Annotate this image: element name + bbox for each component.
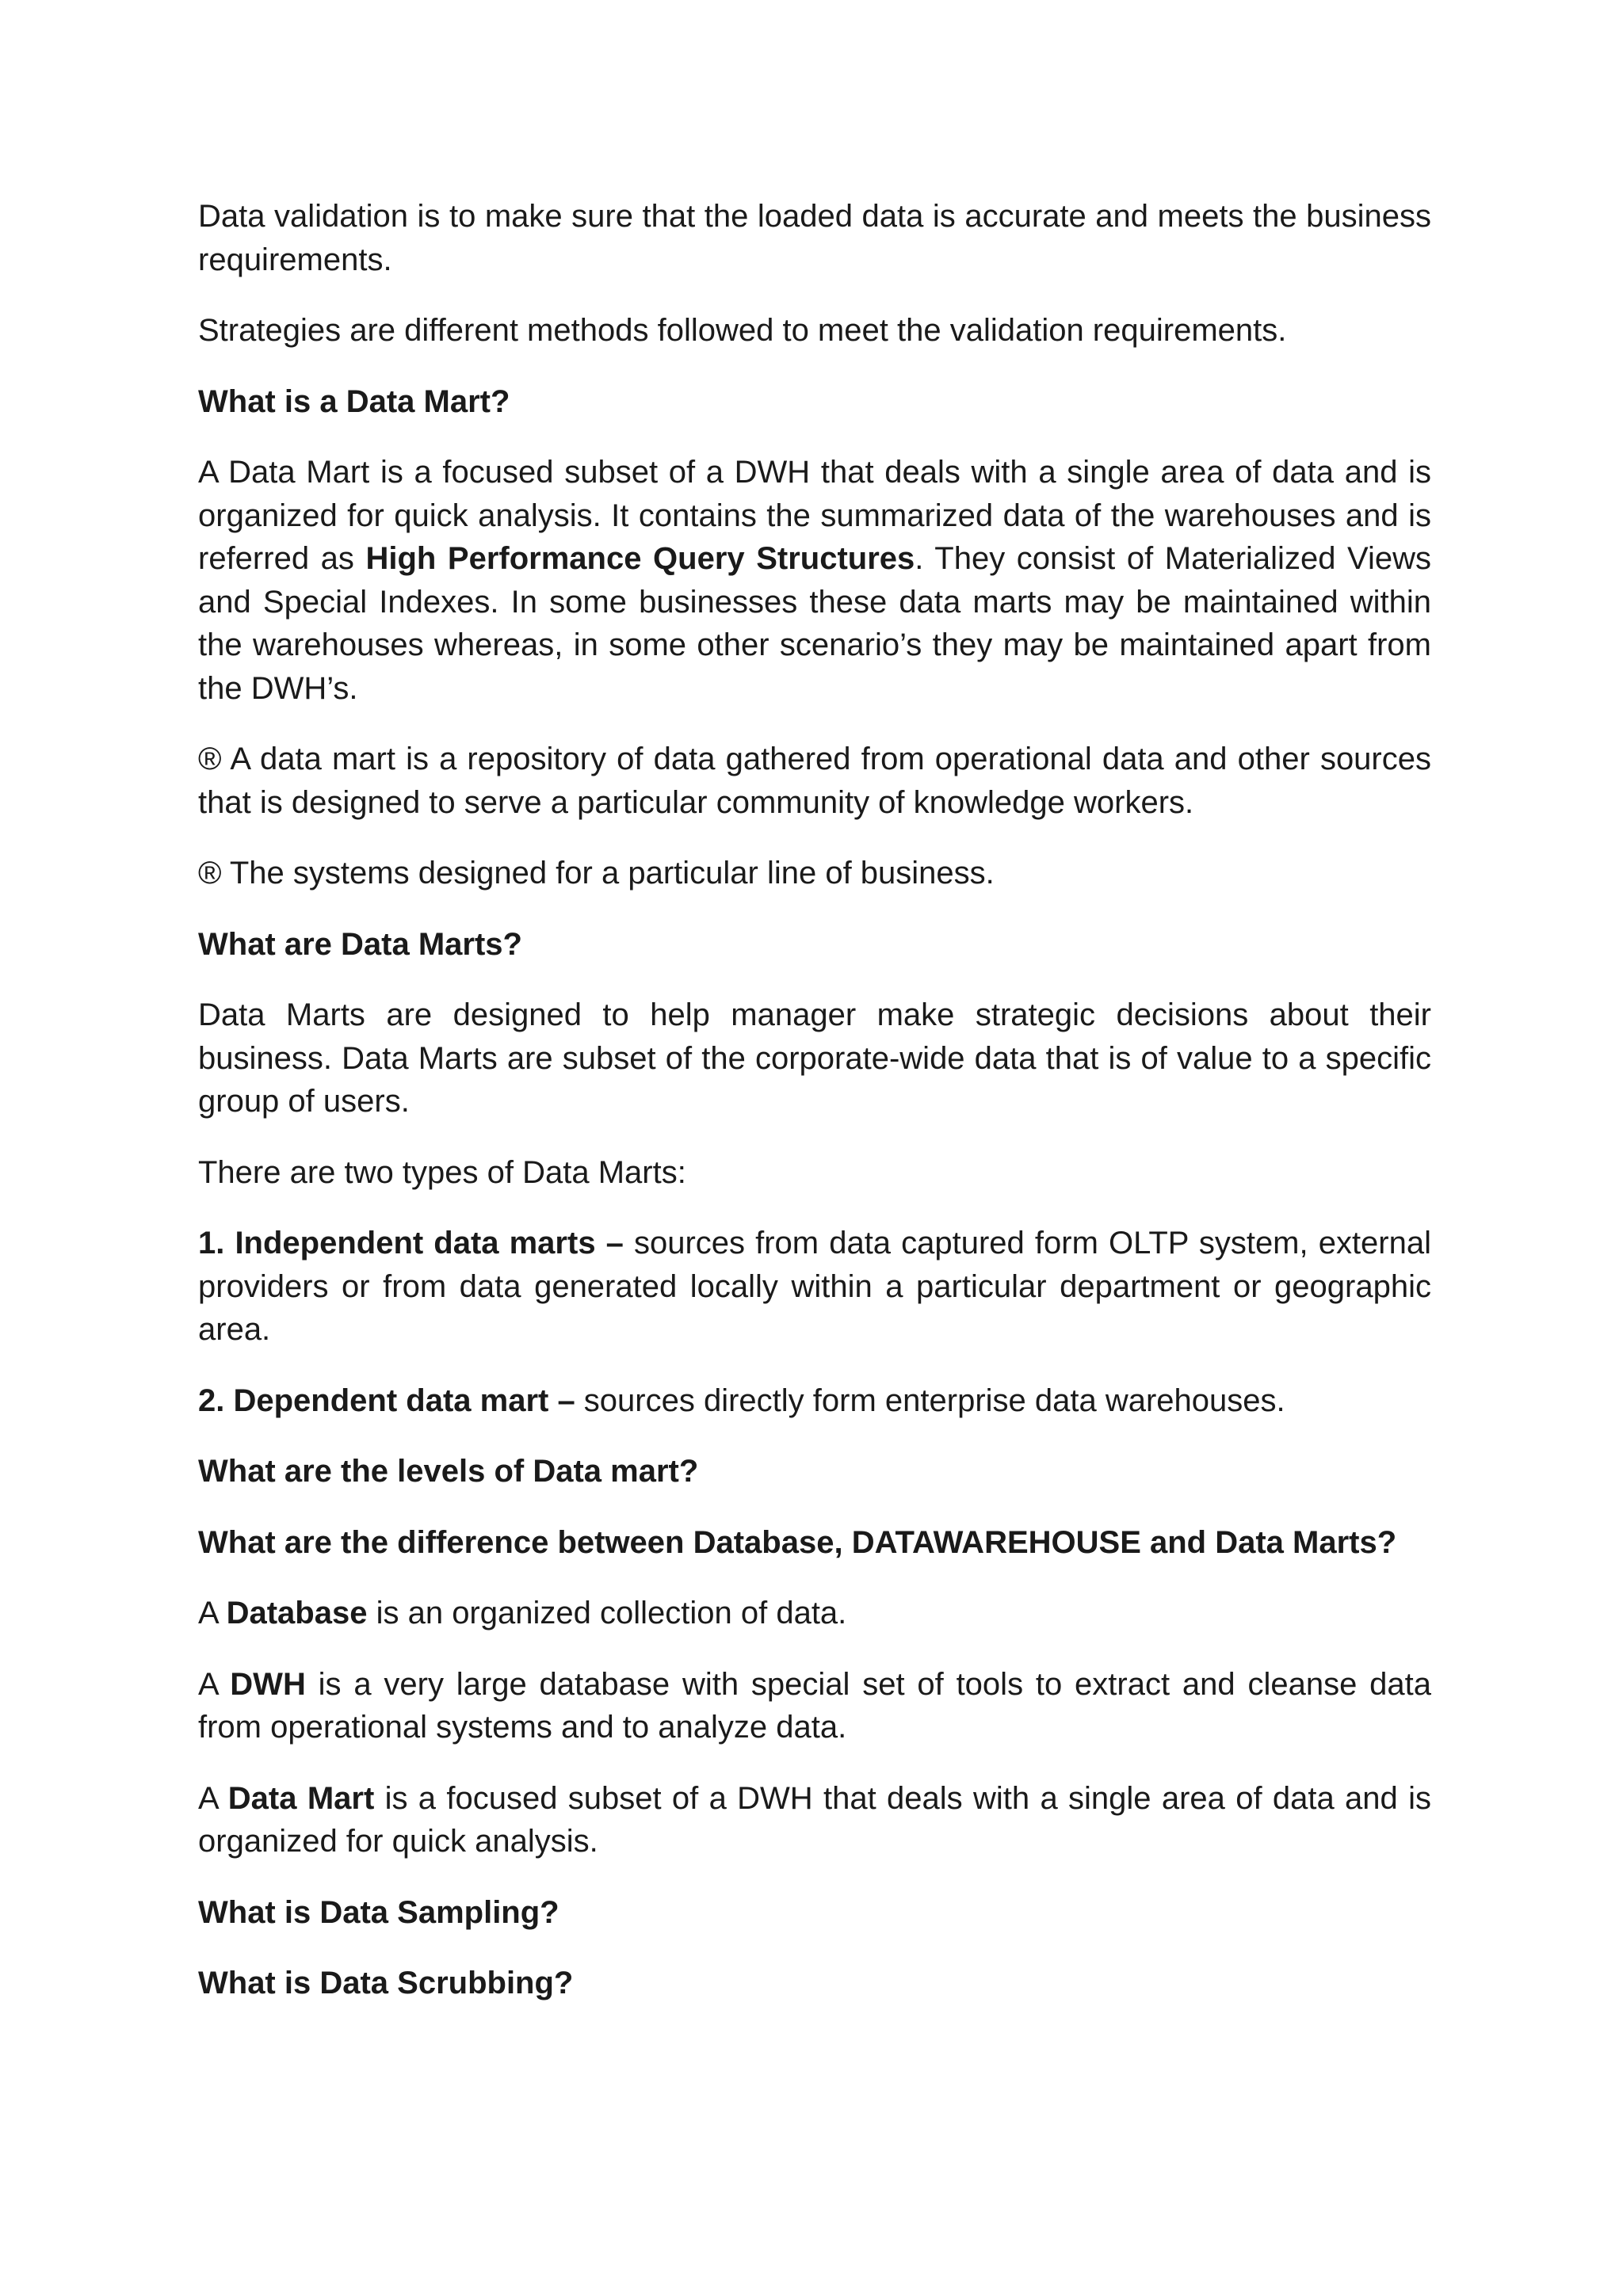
list-item-dependent <box>198 1379 1431 1423</box>
text-segment: sources directly form enterprise data warehouses. <box>575 1383 1285 1418</box>
list-item-independent <box>198 1222 1431 1352</box>
text-segment: A <box>198 1596 227 1630</box>
bullet-systems: ® The systems designed for a particular line of business. <box>198 856 995 891</box>
definition-database <box>198 1592 1431 1635</box>
paragraph-strategies: Strategies are different methods followed to meet the validation requirements. <box>198 313 1287 348</box>
bold-term-high-performance: High Performance Query Structures <box>365 541 915 576</box>
text-segment: is an organized collection of data. <box>367 1596 847 1630</box>
definition-data-mart <box>198 1777 1431 1863</box>
bold-term-database: Database <box>226 1596 368 1630</box>
text-segment: A <box>198 1780 228 1816</box>
text-segment: A Data Mart is a focused subset of a DWH that deals with a single area of data and is organized for quick analysis. It contains the summarized data of the warehouses and is referred as <box>198 455 1431 576</box>
text-segment: A <box>198 1666 231 1702</box>
text-segment: is a very large database with special set of tools to extract and cleanse data from operational systems and to analyze data. <box>198 1666 1431 1745</box>
paragraph-data-marts-designed: Data Marts are designed to help manager make strategic decisions about their business. Data Marts are subset of the corporate-wide data that is of value to a specific group of users. <box>198 997 1431 1119</box>
heading-data-scrubbing: What is Data Scrubbing? <box>198 1966 574 2000</box>
heading-what-is-data-mart: What is a Data Mart? <box>198 383 510 419</box>
heading-difference: What are the difference between Database, DATAWAREHOUSE and Data Marts? <box>198 1524 1397 1560</box>
bold-term-data-mart: Data Mart <box>227 1780 375 1816</box>
definition-dwh <box>198 1663 1431 1749</box>
document-body <box>198 195 1431 2033</box>
bullet-repository: ® A data mart is a repository of data gathered from operational data and other sources that is designed to serve a particular community of knowledge workers. <box>198 742 1431 820</box>
paragraph-two-types: There are two types of Data Marts: <box>198 1154 686 1190</box>
heading-what-are-data-marts: What are Data Marts? <box>198 926 522 962</box>
text-segment: sources from data captured form OLTP system, external providers or from data generated locally within a particular department or geographic area. <box>198 1226 1432 1347</box>
bold-term-dwh: DWH <box>230 1666 306 1702</box>
text-segment: . They consist of Materialized Views and Special Indexes. In some businesses these data marts may be maintained within the warehouses whereas, in some other scenario’s they may be maintained apart from the DWH’s. <box>198 541 1431 706</box>
bold-term-independent: 1. Independent data marts – <box>198 1226 624 1261</box>
text-segment: is a focused subset of a DWH that deals with a single area of data and is organized for quick analysis. <box>198 1780 1431 1859</box>
heading-data-sampling: What is Data Sampling? <box>198 1894 559 1930</box>
heading-levels: What are the levels of Data mart? <box>198 1454 699 1489</box>
bold-term-dependent: 2. Dependent data mart – <box>198 1383 575 1418</box>
paragraph-data-validation: Data validation is to make sure that the loaded data is accurate and meets the business requirements. <box>198 199 1431 277</box>
paragraph-data-mart-definition <box>198 451 1431 710</box>
